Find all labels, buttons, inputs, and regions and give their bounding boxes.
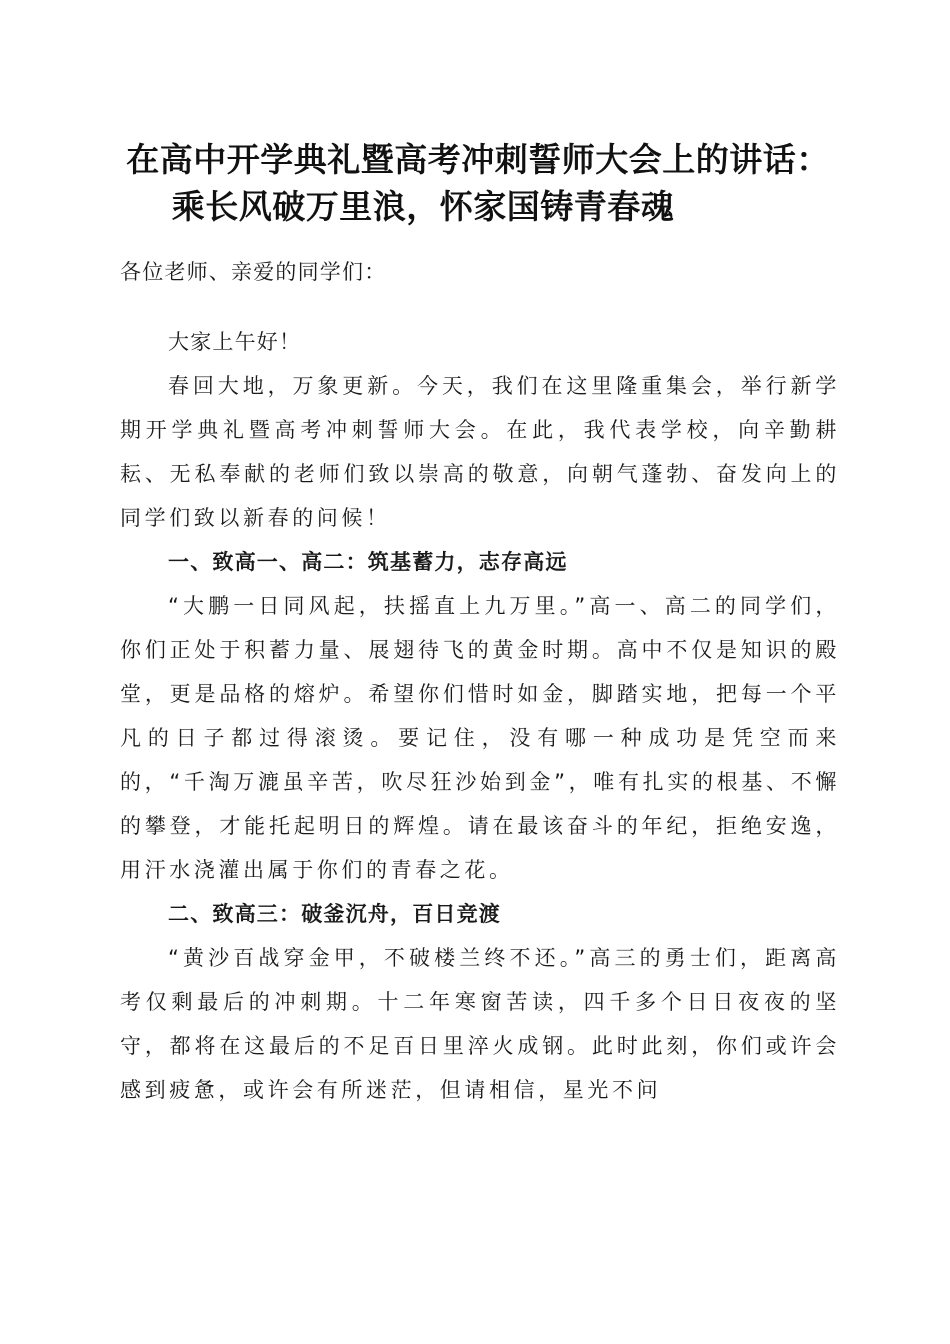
section-heading-1: 一、致高一、高二：筑基蓄力，志存高远 xyxy=(168,550,568,574)
section-paragraph-1: “大鹏一日同风起，扶摇直上九万里。”高一、高二的同学们，你们正处于积蓄力量、展翅待飞的黄金时期。高中不仅是知识的殿堂，更是品格的熔炉。希望你们惜时如金，脚踏实地，把每一个平凡的日子都过得滚烫。要记住，没有哪一种成功是凭空而来的，“千淘万漉虽辛苦，吹尽狂沙始到金”，唯有扎实的根基、不懈的攀登，才能托起明日的辉煌。请在最该奋斗的年纪，拒绝安逸，用汗水浇灌出属于你们的青春之花。 xyxy=(120,594,840,882)
salutation: 各位老师、亲爱的同学们： xyxy=(120,260,387,284)
opening-paragraph: 春回大地，万象更新。今天，我们在这里隆重集会，举行新学期开学典礼暨高考冲刺誓师大会。在此，我代表学校，向辛勤耕耘、无私奉献的老师们致以崇高的敬意，向朝气蓬勃、奋发向上的同学们致以新春的问候！ xyxy=(120,374,840,530)
section-heading-2: 二、致高三：破釜沉舟，百日竞渡 xyxy=(168,902,501,926)
greeting: 大家上午好！ xyxy=(168,330,302,354)
section-paragraph-2: “黄沙百战穿金甲，不破楼兰终不还。”高三的勇士们，距离高考仅剩最后的冲刺期。十二年寒窗苦读，四千多个日日夜夜的坚守，都将在这最后的不足百日里淬火成钢。此时此刻，你们或许会感到疲惫，或许会有所迷茫，但请相信，星光不问 xyxy=(120,946,840,1102)
document-title-line-1: 在高中开学典礼暨高考冲刺誓师大会上的讲话： xyxy=(126,140,830,179)
document-title-line-2: 乘长风破万里浪，怀家国铸青春魂 xyxy=(171,187,675,226)
